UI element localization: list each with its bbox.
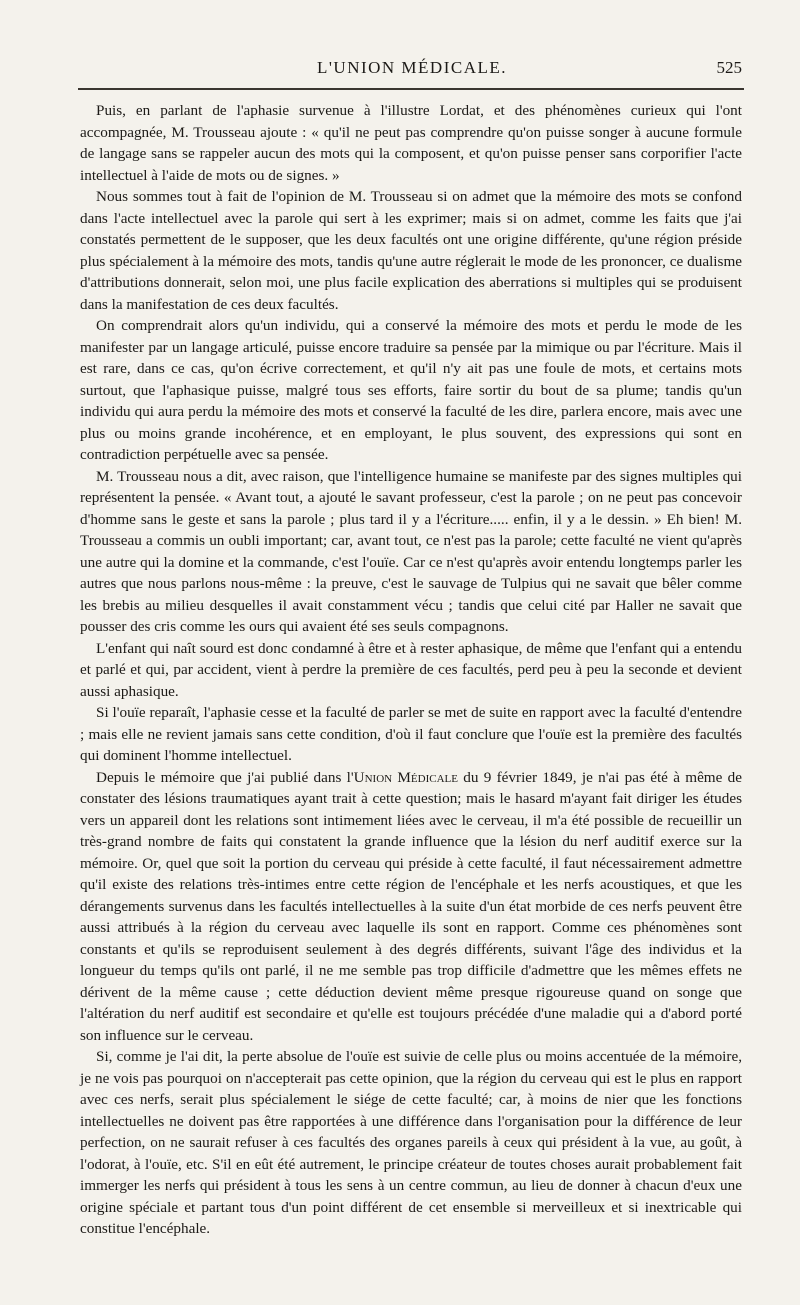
journal-name-smallcaps: Union Médicale: [353, 768, 458, 786]
paragraph-2: Nous sommes tout à fait de l'opinion de M. Trousseau si on admet que la mémoire des mots se confond dans l'acte intellectuel avec la parole qui sert à les exprimer; mais si on admet, comme les faits que j'ai constatés permettent de le supposer, que les deux facultés ont une origine différente, qu'une région préside plus spécialement à la mémoire des mots, tandis qu'une autre réglerait le mode de les prononcer, ce dualisme d'attributions donnerait, selon moi, une plus facile explication des aberrations si multiples qui se produisent dans la manifestation de ces deux facultés.: [80, 188, 742, 313]
paragraph-7: [80, 767, 742, 1047]
journal-title: L'UNION MÉDICALE.: [316, 58, 508, 77]
paragraph-1: Puis, en parlant de l'aphasie survenue à l'illustre Lordat, et des phénomènes curieux qui l'ont accompagnée, M. Trousseau ajoute : « qu'il ne peut pas comprendre qu'on puisse songer à aucune formule de langage sans se rappeler aucun des mots qui la composent, et qu'on puisse penser sans corporifier l'acte intellectuel à l'aide de mots ou de signes. »: [80, 102, 742, 184]
article-body: [80, 100, 742, 1240]
paragraph-8: Si, comme je l'ai dit, la perte absolue de l'ouïe est suivie de celle plus ou moins accentuée de la mémoire, je ne vois pas pourquoi on n'accepterait pas cette opinion, que la région du cerveau qui est le plus en rapport avec ces nerfs, serait plus spécialement le siége de cette faculté; car, à moins de nier que les fonctions intellectuelles ne doivent pas être rapportées à une différence dans l'organisation pour la différence de leur perfection, on ne saurait refuser à ces facultés des organes pareils à ceux qui président à la vue, au goût, à l'odorat, à l'ouïe, etc. S'il en eût été autrement, le principe créateur de toutes choses aurait probablement fait immerger les nerfs qui président à tous les sens à un centre commun, au lieu de donner à chacun d'eux une origine spéciale et partant tous d'un point différent de cet ensemble si merveilleux et si inextricable qui constitue l'encéphale.: [80, 1048, 742, 1237]
paragraph-3: On comprendrait alors qu'un individu, qui a conservé la mémoire des mots et perdu le mode de les manifester par un langage articulé, puisse encore traduire sa pensée par la mimique ou par l'écriture. Mais il est rare, dans ce cas, qu'on écrive correctement, et qu'il n'y ait pas une foule de mots, et certains mots surtout, que l'aphasique puisse, malgré tous ses efforts, faire sortir du bout de sa plume; tandis qu'un individu qui aura perdu la mémoire des mots et conservé la faculté de les dire, parlera encore, mais avec une plus ou moins grande incohérence, et en employant, le plus souvent, des expressions qui sont en contradiction perpétuelle avec sa pensée.: [80, 317, 742, 463]
paragraph-7-rest: du 9 février 1849, je n'ai pas été à même de constater des lésions traumatiques ayant trait à cette question; mais le hasard m'ayant fait diriger les études vers un appareil dont les relations sont intimement liées avec le cerveau, il m'a été possible de recueillir un très-grand nombre de faits qui constatent la grande influence que la lésion du nerf auditif exerce sur la mémoire. Or, quel que soit la portion du cerveau qui préside à cette faculté, il faut nécessairement admettre qu'il existe des relations très-intimes entre cette région de l'encéphale et les nerfs acoustiques, et que les dérangements survenus dans les facultés intellectuelles à la suite d'un état morbide de ces nerfs peuvent être aussi attribués à la région du cerveau avec laquelle ils sont en rapport. Comme ces phénomènes sont constants et qu'ils se reproduisent seulement à des degrés différents, suivant l'âge des individus et la longueur du temps qu'ils ont parlé, il ne me semble pas trop difficile d'admettre que les mêmes effets ne dérivent de la même cause ; cette déduction devient même presque rigoureuse quand on songe que l'altération du nerf auditif est secondaire et qu'elle est toujours précédée d'une maladie qui a d'abord porté son influence sur le cerveau.: [80, 768, 742, 1044]
paragraph-6: Si l'ouïe reparaît, l'aphasie cesse et la faculté de parler se met de suite en rapport avec la faculté d'entendre ; mais elle ne revient jamais sans cette condition, d'où il faut conclure que l'ouïe est la première des facultés qui dominent l'homme intellectuel.: [80, 704, 742, 764]
paragraph-5: L'enfant qui naît sourd est donc condamné à être et à rester aphasique, de même que l'enfant qui a entendu et parlé et qui, par accident, vient à perdre la première de ces facultés, perd peu à peu la seconde et devient aussi aphasique.: [80, 639, 742, 700]
running-header: [82, 58, 742, 82]
page-number: 525: [716, 58, 742, 77]
header-rule: [78, 88, 744, 90]
paragraph-7-lead: Depuis le mémoire que j'ai publié dans l': [96, 768, 354, 786]
paragraph-4: M. Trousseau nous a dit, avec raison, que l'intelligence humaine se manifeste par des signes multiples qui représentent la pensée. « Avant tout, a ajouté le savant professeur, c'est la parole ; on ne peut pas concevoir d'homme sans le geste et sans la parole ; plus tard il y a l'écriture..... enfin, il y a le dessin. » Eh bien! M. Trousseau a commis un oubli important; car, avant tout, ce n'est pas la parole; cette faculté ne vient qu'après une autre qui la domine et la commande, c'est l'ouïe. Car ce n'est qu'après avoir entendu longtemps parler les autres que nous parlons nous-même : la preuve, c'est le sauvage de Tulpius qui ne savait que bêler comme les brebis au milieu desquelles il avait constamment vécu ; tandis que celui cité par Haller ne savait que pousser des cris comme les ours qui avaient été ses seuls compagnons.: [80, 467, 742, 635]
